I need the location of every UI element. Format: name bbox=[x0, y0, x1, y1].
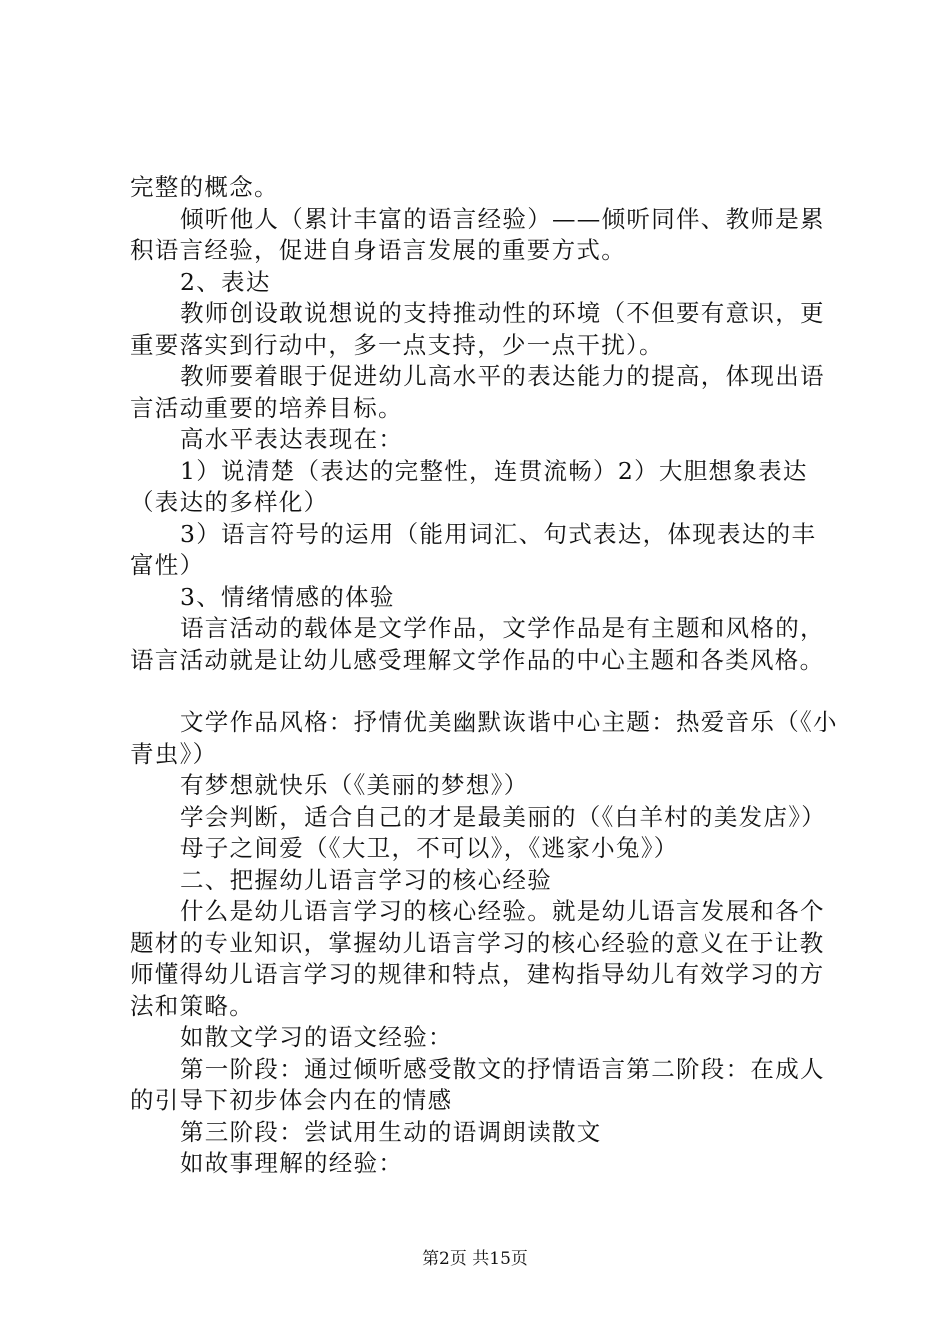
paragraph: 高水平表达表现在： bbox=[180, 425, 404, 453]
paragraph: 第一阶段：通过倾听感受散文的抒情语言第二阶段：在成人的引导下初步体会内在的情感 bbox=[130, 1054, 825, 1114]
section-heading: 3、情绪情感的体验 bbox=[180, 582, 395, 611]
paragraph: 教师创设敢说想说的支持推动性的环境（不但要有意识，更重要落实到行动中，多一点支持，少一点干扰）。 bbox=[130, 299, 825, 359]
paragraph: 如散文学习的语文经验： bbox=[180, 1023, 453, 1051]
section-heading: 2、表达 bbox=[180, 267, 271, 296]
section-heading: 二、把握幼儿语言学习的核心经验 bbox=[180, 865, 552, 894]
paragraph: 教师要着眼于促进幼儿高水平的表达能力的提高，体现出语言活动重要的培养目标。 bbox=[130, 362, 825, 422]
paragraph: 语言活动的载体是文学作品，文学作品是有主题和风格的，语言活动就是让幼儿感受理解文学作品的中心主题和各类风格。 bbox=[130, 614, 825, 674]
page-footer: 第2页 共15页 bbox=[422, 1249, 528, 1269]
paragraph: 母子之间爱（《大卫，不可以》，《逃家小兔》） bbox=[180, 834, 679, 862]
paragraph: 倾听他人（累计丰富的语言经验）——倾听同伴、教师是累积语言经验，促进自身语言发展的重要方式。 bbox=[130, 204, 825, 264]
body-text bbox=[130, 172, 840, 1180]
paragraph: 第三阶段：尝试用生动的语调朗读散文 bbox=[180, 1117, 602, 1146]
paragraph: 文学作品风格：抒情优美幽默诙谐中心主题：热爱音乐（《小青虫》） bbox=[130, 708, 838, 768]
paragraph: 1）说清楚（表达的完整性，连贯流畅）2）大胆想象表达（表达的多样化） bbox=[130, 456, 808, 516]
paragraph: 完整的概念。 bbox=[130, 173, 279, 201]
paragraph: 学会判断，适合自己的才是最美丽的（《白羊村的美发店》） bbox=[180, 802, 827, 831]
paragraph: 3）语言符号的运用（能用词汇、句式表达，体现表达的丰富性） bbox=[130, 519, 817, 579]
paragraph: 如故事理解的经验： bbox=[180, 1149, 404, 1177]
paragraph: 什么是幼儿语言学习的核心经验。就是幼儿语言发展和各个题材的专业知识，掌握幼儿语言学习的核心经验的意义在于让教师懂得幼儿语言学习的规律和特点，建构指导幼儿有效学习的方法和策略。 bbox=[130, 897, 825, 1020]
paragraph: 有梦想就快乐（《美丽的梦想》） bbox=[180, 771, 529, 799]
